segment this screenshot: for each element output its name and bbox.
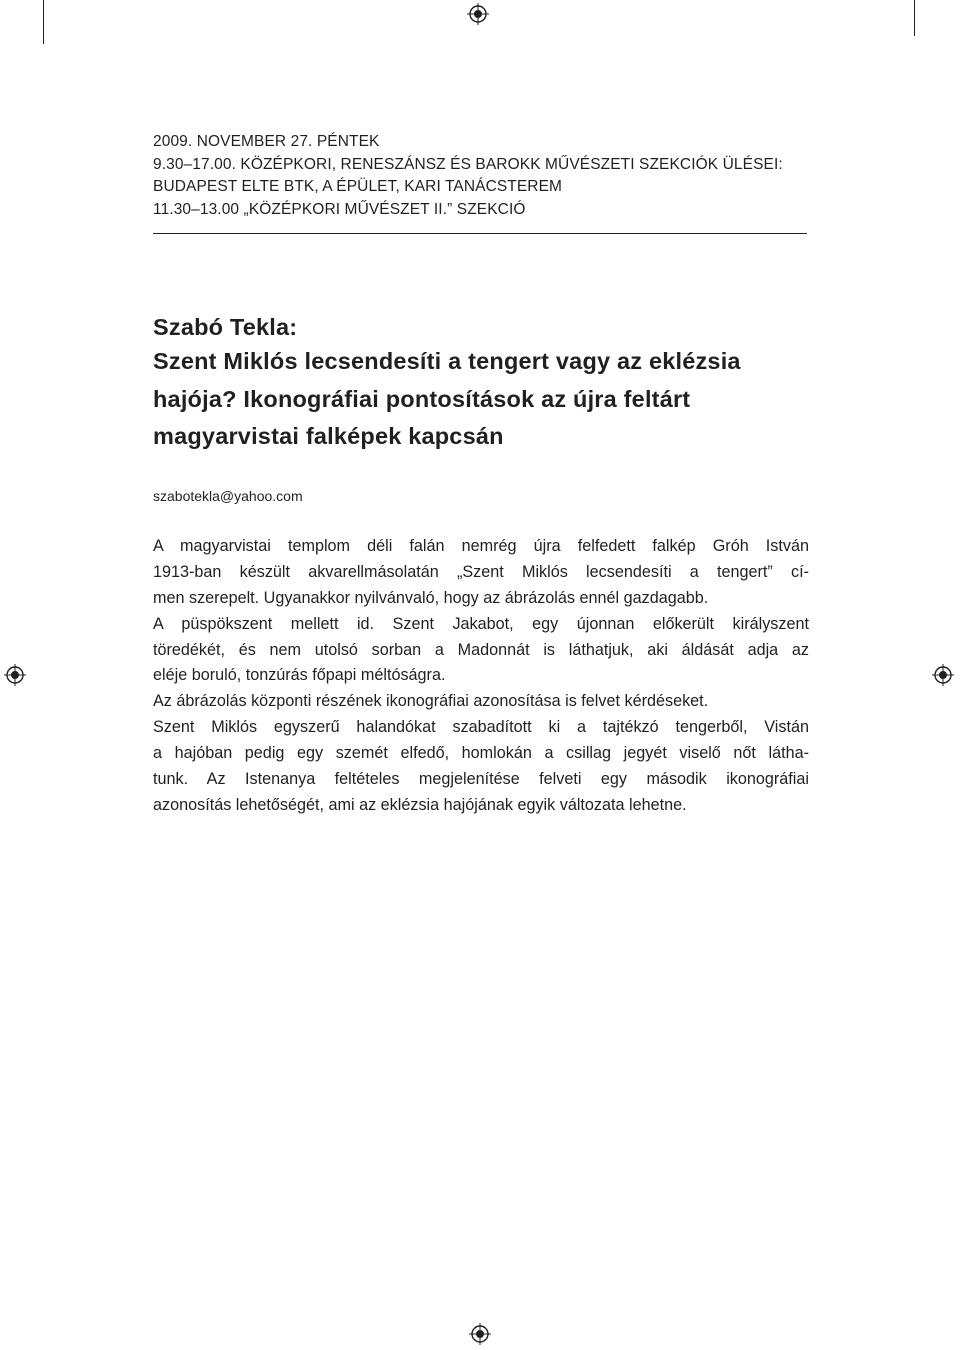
author-email: szabotekla@yahoo.com bbox=[153, 488, 303, 504]
crop-mark-top-right bbox=[914, 0, 915, 36]
title-line: Szent Miklós lecsendesíti a tengert vagy az eklézsia bbox=[153, 348, 741, 374]
body-line: 1913-ban készült akvarellmásolatán „Szent Miklós lecsendesíti a tengert” cí- bbox=[153, 562, 809, 581]
body-line: azonosítás lehetőségét, ami az eklézsia hajójának egyik változata lehetne. bbox=[153, 795, 687, 814]
session-date: 2009. NOVEMBER 27. PÉNTEK bbox=[153, 133, 380, 150]
session-header bbox=[153, 131, 813, 221]
registration-target-icon bbox=[932, 664, 954, 686]
author-name: Szabó Tekla: bbox=[153, 314, 298, 340]
body-line: A püspökszent mellett id. Szent Jakabot, egy újonnan előkerült királyszent bbox=[153, 614, 809, 633]
crop-mark-top-left bbox=[43, 0, 44, 44]
body-line: tunk. Az Istenanya feltételes megjelenítése felveti egy második ikonográfiai bbox=[153, 770, 809, 789]
session-time-and-title: 9.30–17.00. KÖZÉPKORI, RENESZÁNSZ ÉS BAROKK MŰVÉSZETI SZEKCIÓK ÜLÉSEI: bbox=[153, 155, 783, 173]
body-line: a hajóban pedig egy szemét elfedő, homlokán a csillag jegyét viselő nőt látha- bbox=[153, 744, 809, 763]
registration-target-icon bbox=[469, 1323, 491, 1345]
session-section: 11.30–13.00 „KÖZÉPKORI MŰVÉSZET II.” SZEKCIÓ bbox=[153, 200, 526, 218]
title-line: magyarvistai falképek kapcsán bbox=[153, 423, 504, 449]
article-title bbox=[153, 343, 813, 456]
header-divider bbox=[153, 233, 807, 234]
title-line: hajója? Ikonográfiai pontosítások az újra feltárt bbox=[153, 385, 691, 412]
abstract-body bbox=[153, 534, 809, 819]
session-location: BUDAPEST ELTE BTK, A ÉPÜLET, KARI TANÁCSTEREM bbox=[153, 178, 563, 195]
registration-target-icon bbox=[4, 664, 26, 686]
registration-target-icon bbox=[467, 3, 489, 25]
body-line: men szerepelt. Ugyanakkor nyilvánvaló, hogy az ábrázolás ennél gazdagabb. bbox=[153, 588, 709, 607]
body-line: Az ábrázolás központi részének ikonográfiai azonosítása is felvet kérdéseket. bbox=[153, 692, 709, 711]
body-line: A magyarvistai templom déli falán nemrég újra felfedett falkép Gróh István bbox=[153, 537, 809, 555]
body-line: Szent Miklós egyszerű halandókat szabadított ki a tajtékzó tengerből, Vistán bbox=[153, 718, 809, 737]
body-line: töredékét, és nem utolsó sorban a Madonnát is láthatjuk, aki áldását adja az bbox=[153, 640, 809, 659]
body-line: eléje boruló, tonzúrás főpapi méltóságra. bbox=[153, 666, 446, 685]
